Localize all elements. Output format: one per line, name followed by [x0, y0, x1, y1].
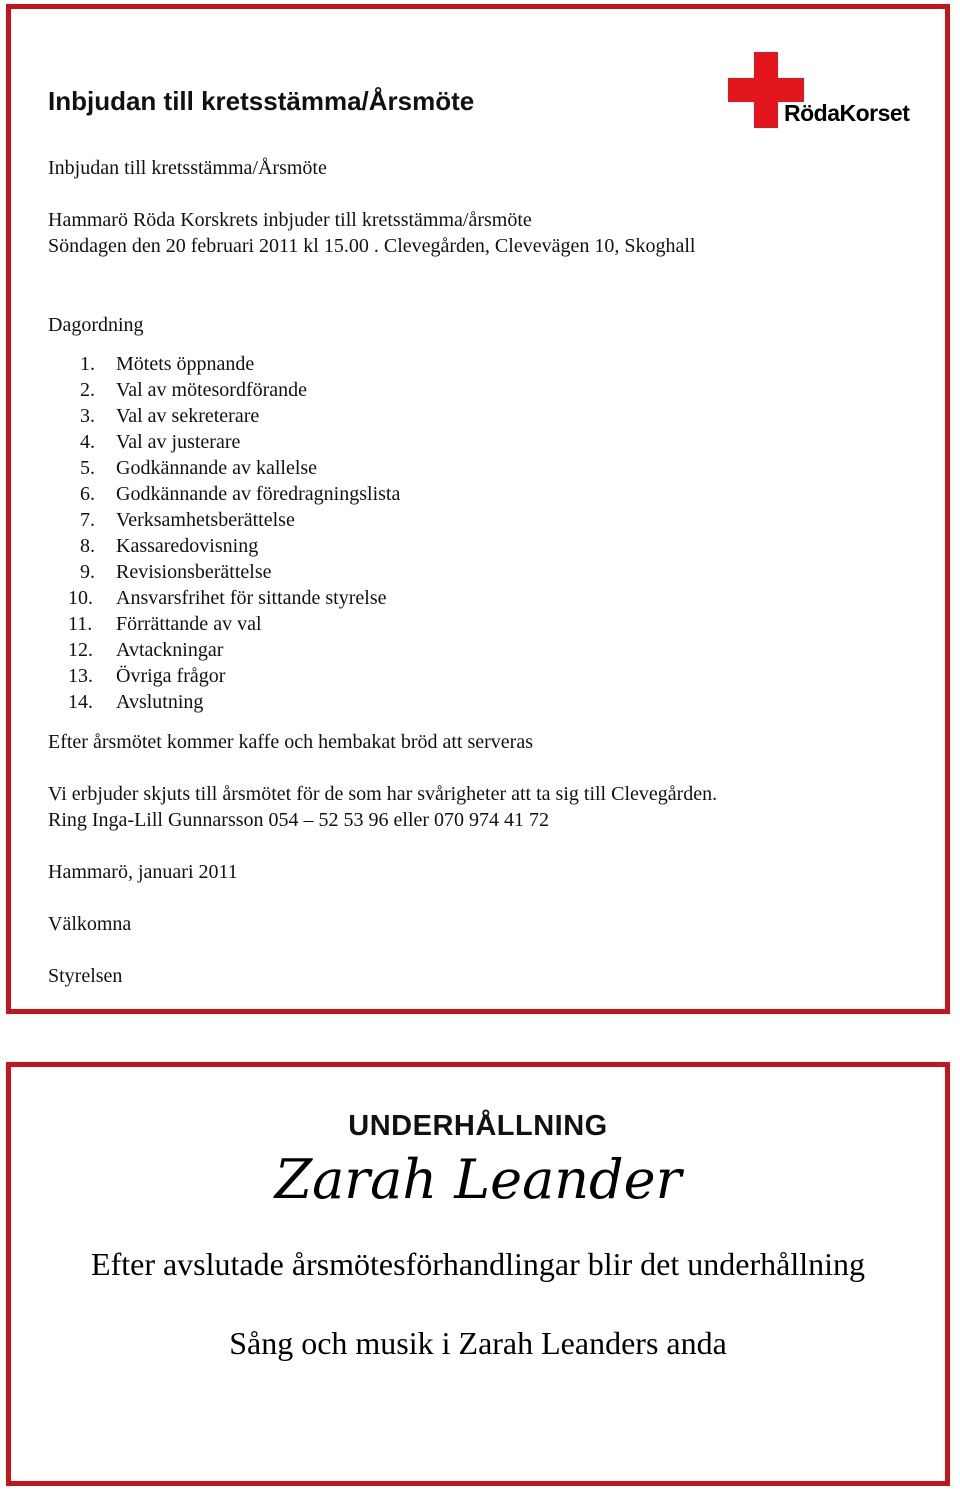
agenda-item: [48, 455, 400, 481]
agenda-item-number: 3.: [80, 405, 95, 427]
agenda-item-text: Verksamhetsberättelse: [116, 509, 295, 531]
agenda-item-text: Förrättande av val: [116, 613, 262, 635]
agenda-item-number: 7.: [80, 509, 95, 531]
agenda-item: [48, 507, 400, 533]
red-cross-logo: [728, 52, 928, 132]
agenda-item: [48, 637, 400, 663]
welcome-text: Välkomna: [48, 913, 132, 935]
agenda-item: [48, 377, 400, 403]
agenda-item: [48, 351, 400, 377]
agenda-item-text: Avtackningar: [116, 639, 224, 661]
signature: Styrelsen: [48, 965, 123, 987]
agenda-item-number: 6.: [80, 483, 95, 505]
agenda-item-text: Kassaredovisning: [116, 535, 259, 557]
entertainment-title: UNDERHÅLLNING: [348, 1110, 608, 1142]
agenda-item-text: Godkännande av kallelse: [116, 457, 318, 479]
agenda-item-number: 8.: [80, 535, 95, 557]
agenda-item-number: 11.: [68, 613, 93, 635]
contact-phone: Ring Inga-Lill Gunnarsson 054 – 52 53 96 eller 070 974 41 72: [48, 809, 550, 831]
logo-text: RödaKorset: [784, 100, 910, 126]
agenda-item-text: Avslutning: [116, 691, 204, 713]
agenda-item-number: 5.: [80, 457, 95, 479]
place-date: Hammarö, januari 2011: [48, 861, 238, 883]
coffee-note: Efter årsmötet kommer kaffe och hembakat bröd att serveras: [48, 731, 533, 753]
agenda-item-number: 1.: [80, 353, 95, 375]
agenda-title: Dagordning: [48, 314, 144, 336]
page-title: Inbjudan till kretsstämma/Årsmöte: [48, 86, 475, 116]
agenda-item: [48, 429, 400, 455]
agenda-item: [48, 611, 400, 637]
performer-name: Zarah Leander: [274, 1148, 682, 1211]
intro-datetime: Söndagen den 20 februari 2011 kl 15.00 . Clevegården, Clevevägen 10, Skoghall: [48, 235, 696, 257]
agenda-item: [48, 481, 400, 507]
agenda-item-text: Val av mötesordförande: [116, 379, 308, 401]
agenda-item-text: Övriga frågor: [116, 665, 226, 687]
agenda-item: [48, 559, 400, 585]
agenda-item-text: Val av justerare: [116, 431, 241, 453]
agenda-item-number: 2.: [80, 379, 95, 401]
agenda-item-number: 13.: [68, 665, 93, 687]
agenda-item: [48, 689, 400, 715]
agenda-item-number: 10.: [68, 587, 93, 609]
agenda-list: [48, 351, 400, 715]
entertainment-description: Efter avslutade årsmötesförhandlingar blir det underhållning: [91, 1246, 865, 1282]
intro-invite: Hammarö Röda Korskrets inbjuder till kretsstämma/årsmöte: [48, 209, 532, 231]
agenda-item-text: Mötets öppnande: [116, 353, 255, 375]
agenda-item: [48, 403, 400, 429]
agenda-item: [48, 533, 400, 559]
agenda-item-number: 12.: [68, 639, 93, 661]
agenda-item-text: Godkännande av föredragningslista: [116, 483, 401, 505]
agenda-item: [48, 585, 400, 611]
entertainment-subtitle: Sång och musik i Zarah Leanders anda: [229, 1325, 727, 1361]
agenda-item-number: 9.: [80, 561, 95, 583]
agenda-item-number: 4.: [80, 431, 95, 453]
agenda-item-text: Revisionsberättelse: [116, 561, 272, 583]
agenda-item-text: Val av sekreterare: [116, 405, 260, 427]
transport-note: Vi erbjuder skjuts till årsmötet för de som har svårigheter att ta sig till Clevegården.: [48, 783, 718, 805]
intro-title: Inbjudan till kretsstämma/Årsmöte: [48, 157, 327, 179]
agenda-item: [48, 663, 400, 689]
agenda-item-number: 14.: [68, 691, 93, 713]
agenda-item-text: Ansvarsfrihet för sittande styrelse: [116, 587, 387, 609]
